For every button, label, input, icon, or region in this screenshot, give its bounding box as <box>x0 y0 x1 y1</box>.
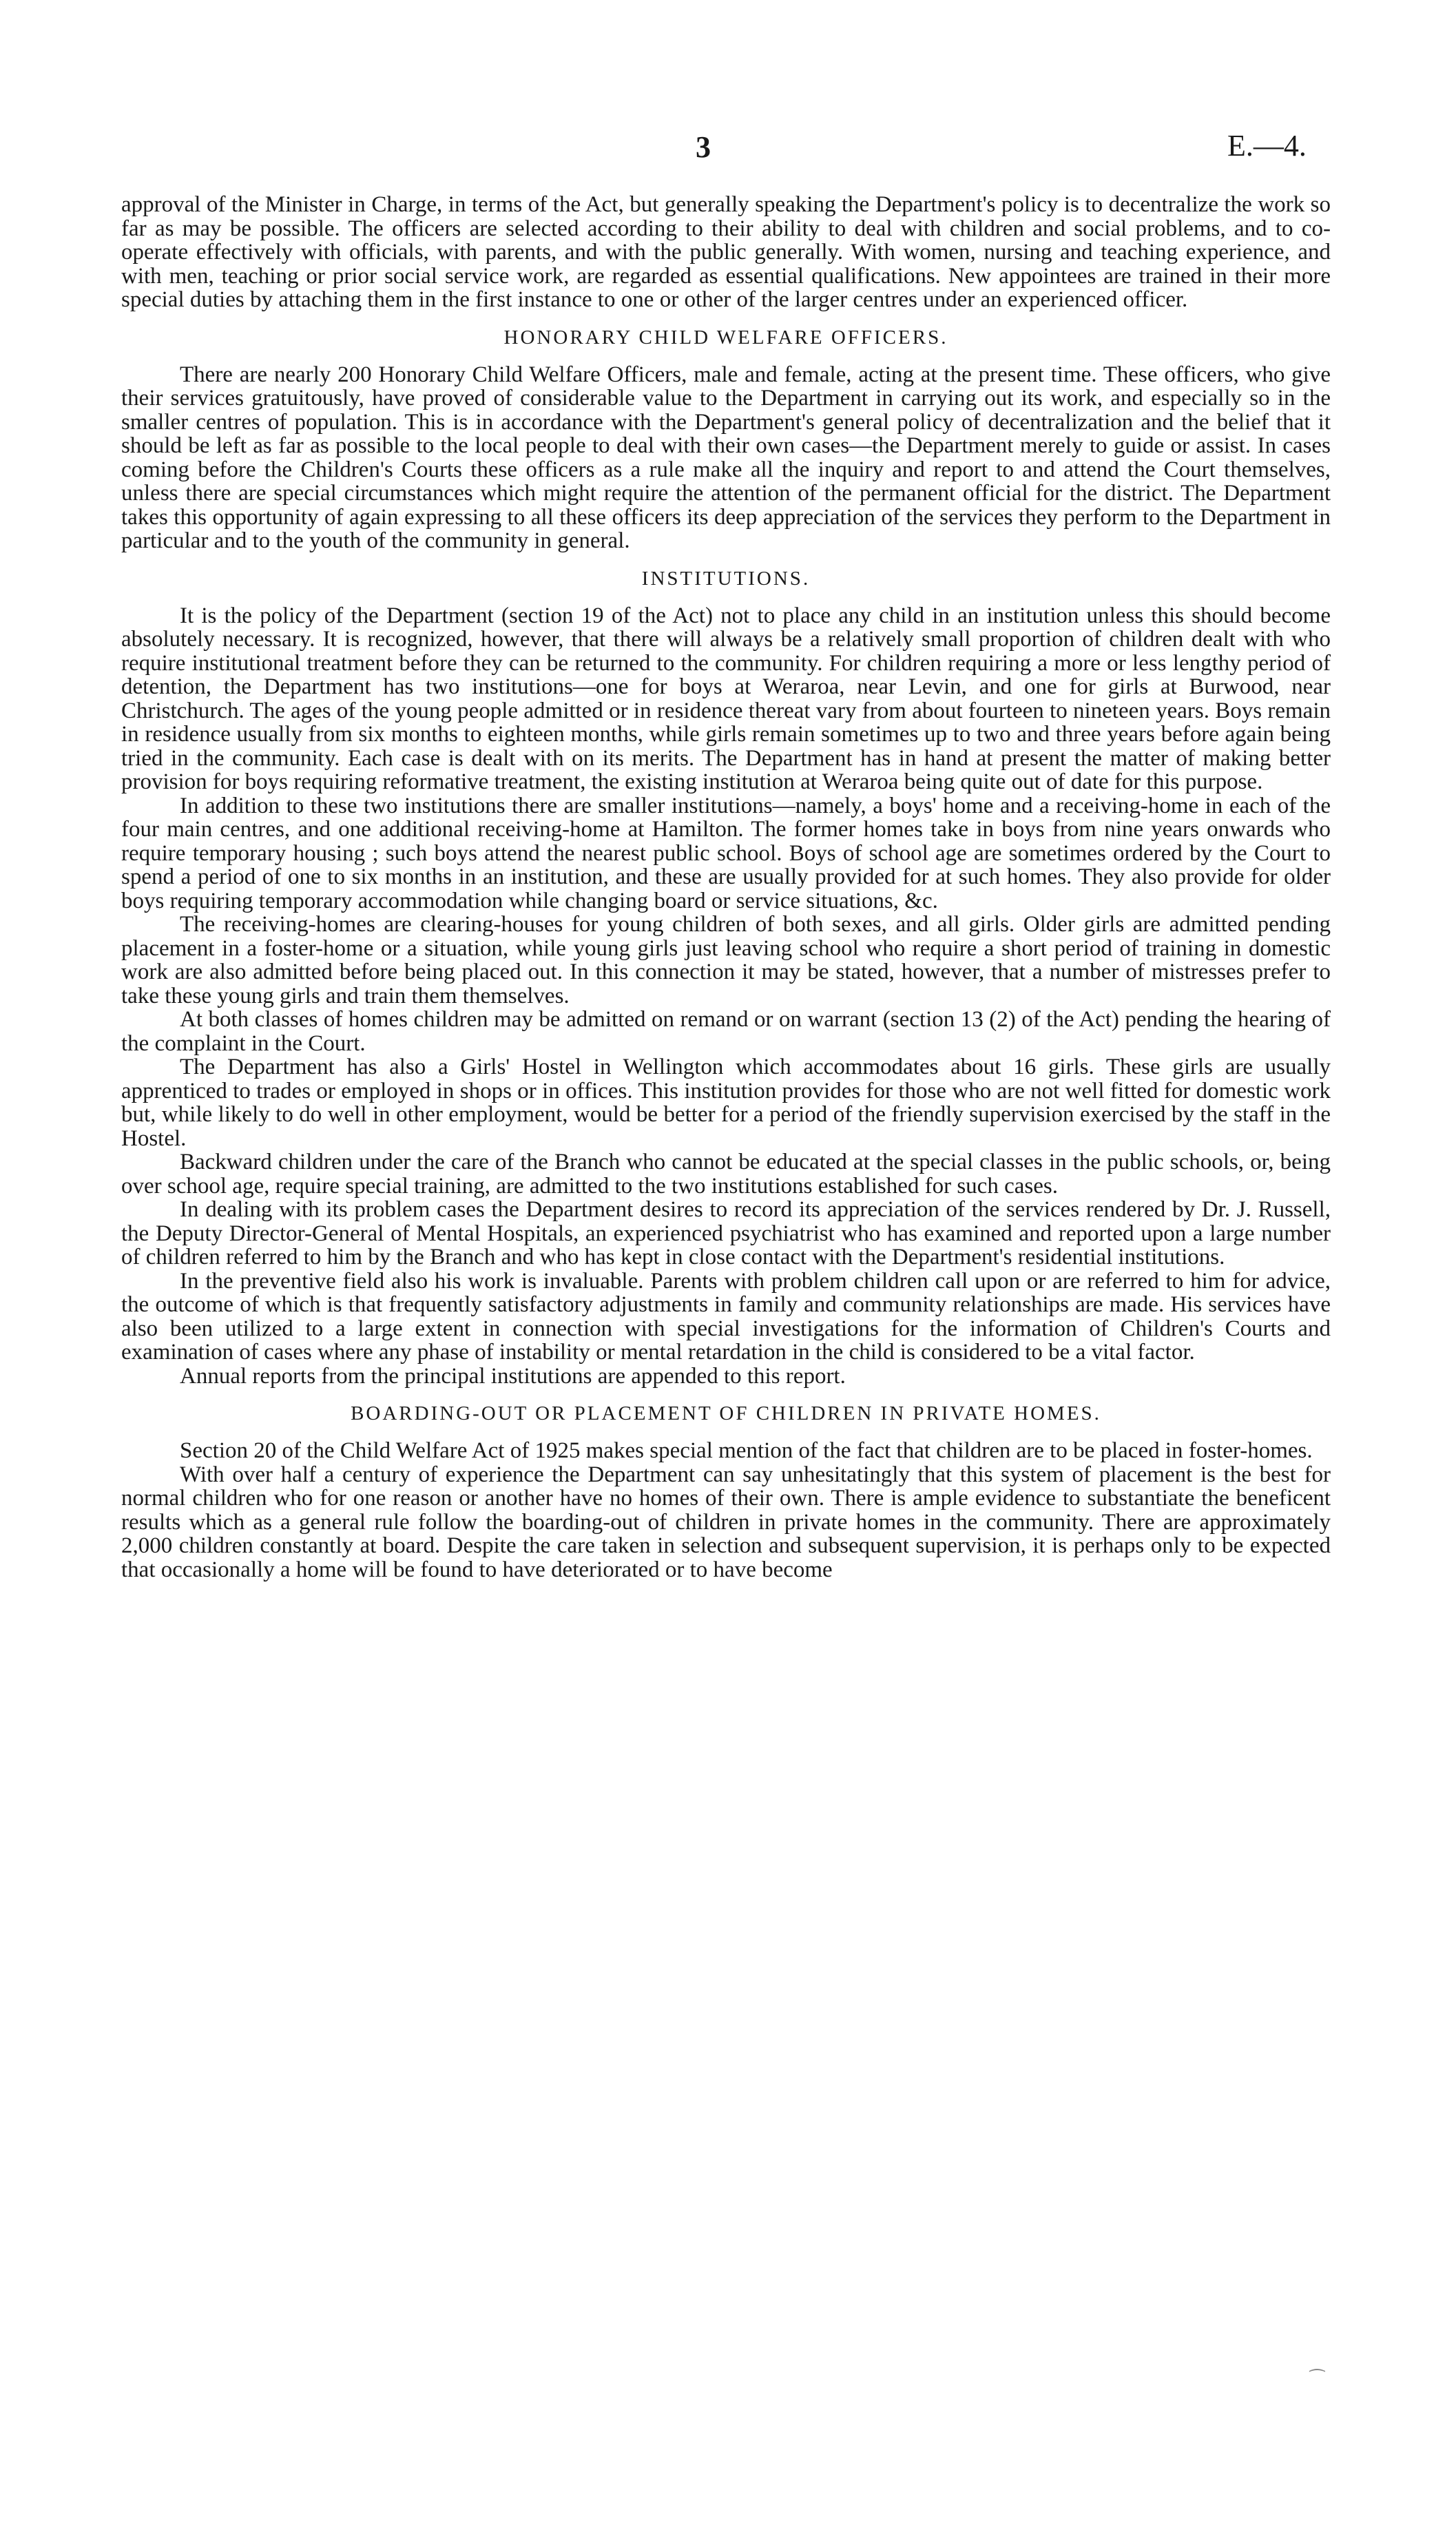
section-heading-institutions: INSTITUTIONS. <box>641 567 811 590</box>
scan-mark: ⁀ <box>1310 2370 1324 2389</box>
paragraph: The Department has also a Girls' Hostel in Wellington which accommodates about 16 girls. These girls are usually apprenticed to trades or employed in shops or in offices. This institution provides for those who are not well fitted for domestic work but, while likely to do well in other employment, would be better for a period of the friendly supervision exercised by the staff in the Hostel. <box>121 1055 1331 1151</box>
paragraph: It is the policy of the Department (section 19 of the Act) not to place any child in an institution unless this should become absolutely necessary. It is recognized, however, that there will always be a relatively small proportion of children dealt with who require institutional treatment before they can be returned to the community. For children requiring a more or less lengthy period of detention, the Department has two institutions—one for boys at Weraroa, near Levin, and one for girls at Burwood, near Christchurch. The ages of the young people admitted or in residence thereat vary from about fourteen to nineteen years. Boys remain in residence usually from six months to eighteen months, while girls remain sometimes up to two and three years before again being tried in the community. Each case is dealt with on its merits. The Department has in hand at present the matter of making better provision for boys requiring reformative treatment, the existing institution at Weraroa being quite out of date for this purpose. <box>121 603 1331 794</box>
paragraph: In dealing with its problem cases the Department desires to record its appreciation of the services rendered by Dr. J. Russell, the Deputy Director-General of Mental Hospitals, an experienced psychiatrist who has examined and reported upon a large number of children referred to him by the Branch and who has kept in close contact with the Department's residential institutions. <box>121 1197 1331 1269</box>
body-text <box>121 193 1331 1582</box>
page-number: 3 <box>696 130 711 164</box>
paragraph: The receiving-homes are clearing-houses for young children of both sexes, and all girls. Older girls are admitted pending placement in a foster-home or a situation, while young girls just leaving school who require a short period of training in domestic work are also admitted before being placed out. In this connection it may be stated, however, that a number of mistresses prefer to take these young girls and train them themselves. <box>121 912 1331 1008</box>
document-reference: E.—4. <box>1227 129 1307 163</box>
paragraph: Annual reports from the principal institutions are appended to this report. <box>180 1363 846 1389</box>
paragraph: In the preventive field also his work is invaluable. Parents with problem children call upon or are referred to him for advice, the outcome of which is that frequently satisfactory adjustments in family and community relationships are made. His services have also been utilized to a large extent in connection with special investigations for the information of Children's Courts and examination of cases where any phase of instability or mental retardation in the child is considered to be a vital factor. <box>121 1268 1331 1365</box>
paragraph: At both classes of homes children may be admitted on remand or on warrant (section 13 (2) of the Act) pending the hearing of the complaint in the Court. <box>121 1007 1331 1056</box>
paragraph: Backward children under the care of the Branch who cannot be educated at the special classes in the public schools, or, being over school age, require special training, are admitted to the two institutions established for such cases. <box>121 1150 1331 1199</box>
paragraph: approval of the Minister in Charge, in terms of the Act, but generally speaking the Department's policy is to decentralize the work so far as may be possible. The officers are selected according to their ability to deal with children and social problems, and to co-operate effectively with officials, with parents, and with the public generally. With women, nursing and teaching experience, and with men, teaching or prior social service work, are regarded as essential qualifications. New appointees are trained in their more special duties by attaching them in the first instance to one or other of the larger centres under an experienced officer. <box>121 192 1331 312</box>
paragraph: In addition to these two institutions there are smaller institutions—namely, a boys' home and a receiving-home in each of the four main centres, and one additional receiving-home at Hamilton. The former homes take in boys from nine years onwards who require temporary housing ; such boys attend the nearest public school. Boys of school age are sometimes ordered by the Court to spend a period of one to six months in an institution, and these are usually provided for at such homes. They also provide for older boys requiring temporary accommodation while changing board or service situations, &c. <box>121 793 1331 913</box>
section-heading-honorary: HONORARY CHILD WELFARE OFFICERS. <box>503 326 948 349</box>
section-heading-boarding: BOARDING-OUT OR PLACEMENT OF CHILDREN IN PRIVATE HOMES. <box>351 1402 1101 1424</box>
paragraph: With over half a century of experience the Department can say unhesitatingly that this system of placement is the best for normal children who for one reason or another have no homes of their own. There is ample evidence to substantiate the beneficent results which as a general rule follow the boarding-out of children in private homes in the community. There are approximately 2,000 children constantly at board. Despite the care taken in selection and subsequent supervision, it is perhaps only to be expected that occasionally a home will be found to have deteriorated or to have become <box>121 1462 1331 1582</box>
paragraph: There are nearly 200 Honorary Child Welfare Officers, male and female, acting at the present time. These officers, who give their services gratuitously, have proved of considerable value to the Department in carrying out its work, and especially so in the smaller centres of population. This is in accordance with the Department's general policy of decentralization and the belief that it should be left as far as possible to the local people to deal with their own cases—the Department merely to guide or assist. In cases coming before the Children's Courts these officers as a rule make all the inquiry and report to and attend the Court themselves, unless there are special circumstances which might require the attention of the permanent official for the district. The Department takes this opportunity of again expressing to all these officers its deep appreciation of the services they perform to the Department in particular and to the youth of the community in general. <box>121 362 1331 553</box>
paragraph: Section 20 of the Child Welfare Act of 1925 makes special mention of the fact that children are to be placed in foster-homes. <box>180 1438 1313 1463</box>
